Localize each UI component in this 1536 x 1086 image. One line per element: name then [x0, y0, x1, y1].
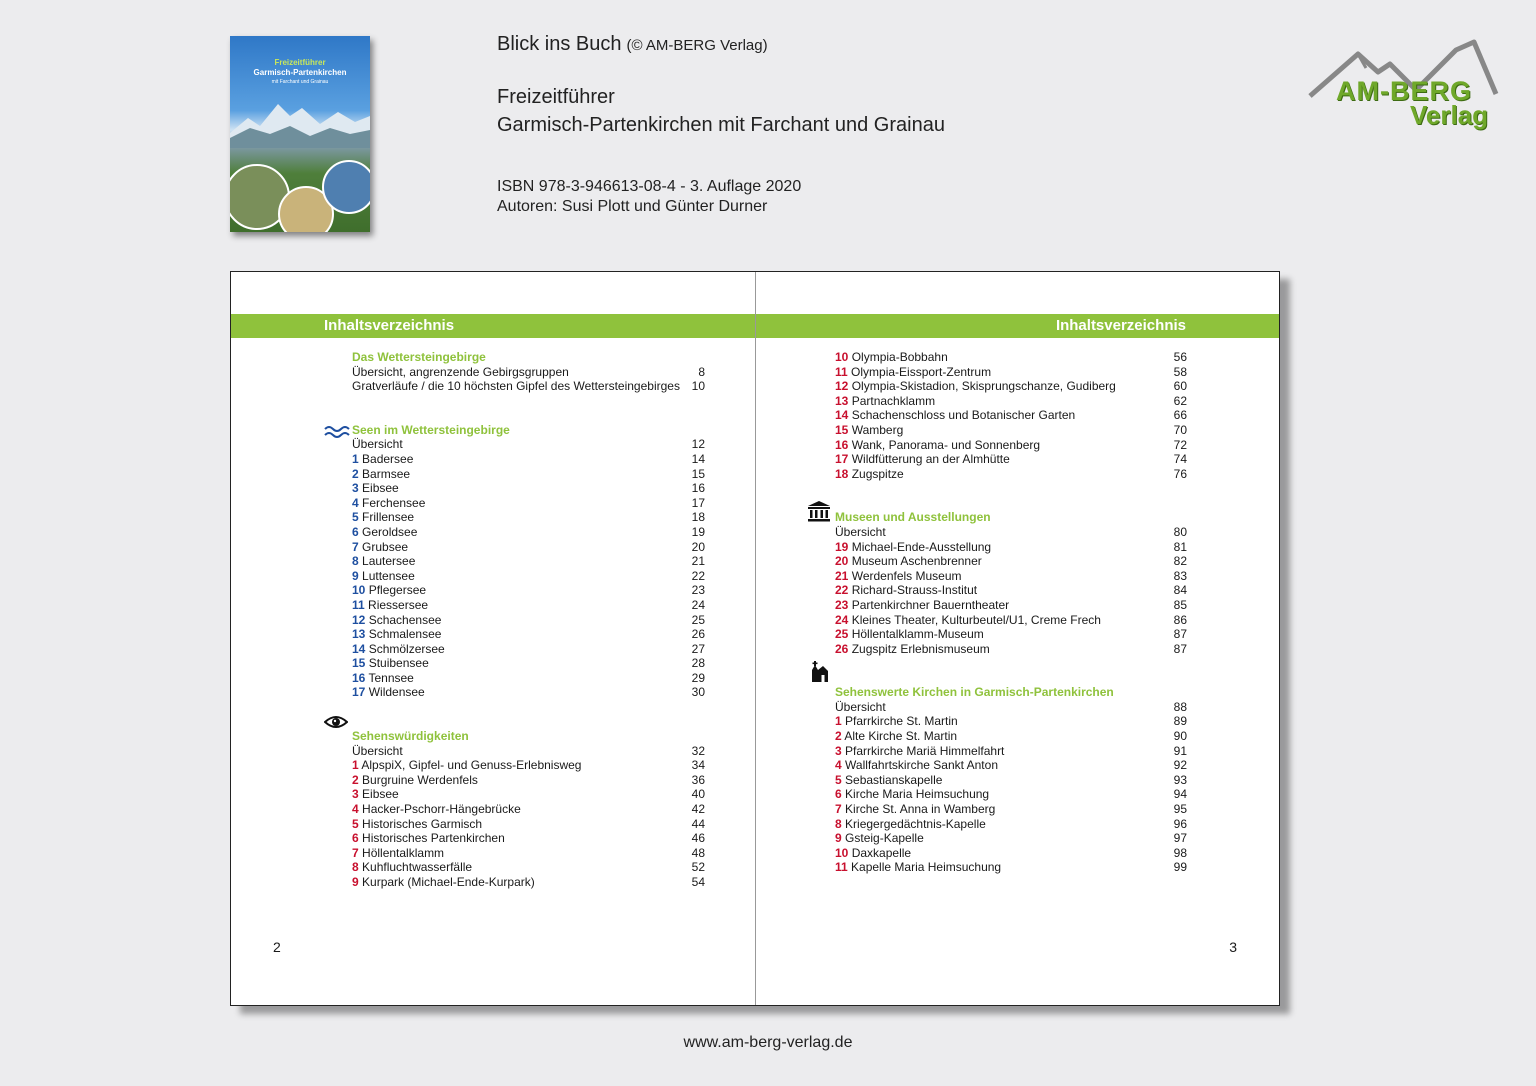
entry-title: Schmölzersee [368, 641, 445, 656]
entry-page-number: 18 [691, 510, 705, 525]
entry-title: Alte Kirche St. Martin [844, 729, 958, 744]
entry-page-number: 29 [691, 670, 705, 685]
toc-entry[interactable] [352, 437, 705, 452]
cover-mountains [230, 98, 370, 148]
entry-page-number: 84 [1173, 583, 1187, 598]
entry-title: Höllentalklamm [362, 845, 445, 860]
entry-number: 11 [835, 860, 848, 875]
toc-entry[interactable] [352, 496, 705, 511]
church-icon [811, 660, 829, 682]
entry-number: 2 [352, 772, 359, 787]
toc-entry[interactable] [835, 846, 1187, 861]
entry-page-number: 93 [1173, 772, 1187, 787]
entry-number: 24 [835, 612, 849, 627]
museum-icon [807, 500, 831, 522]
entry-title: Lautersee [362, 554, 416, 569]
right-page-header-bar [756, 314, 1279, 338]
entry-title: Olympia-Bobbahn [851, 350, 948, 364]
entry-title: Luttensee [362, 568, 415, 583]
entry-number: 13 [835, 393, 849, 408]
entry-number: 21 [835, 568, 849, 583]
waves-icon [324, 424, 350, 438]
toc-entry[interactable] [835, 423, 1187, 438]
entry-title: Museum Aschenbrenner [851, 554, 982, 569]
section-gap [352, 700, 705, 729]
toc-entry[interactable] [352, 802, 705, 817]
entry-page-number: 66 [1173, 408, 1187, 423]
right-page-toc [835, 350, 1187, 875]
entry-title: Historisches Partenkirchen [362, 831, 505, 846]
entry-number: 19 [835, 539, 849, 554]
entry-page-number: 28 [691, 656, 705, 671]
toc-entry[interactable] [835, 394, 1187, 409]
entry-page-number: 62 [1173, 393, 1187, 408]
section-title: Sehenswürdigkeiten [352, 729, 469, 744]
entry-page-number: 46 [691, 831, 705, 846]
toc-entry[interactable] [352, 583, 705, 598]
entry-title: Ferchensee [362, 495, 426, 510]
entry-number: 17 [352, 685, 366, 700]
entry-number: 18 [835, 466, 849, 481]
toc-entry[interactable] [352, 510, 705, 525]
toc-entry[interactable] [352, 817, 705, 832]
entry-page-number: 23 [691, 583, 705, 598]
left-page-toc [352, 350, 705, 890]
entry-page-number: 40 [691, 787, 705, 802]
entry-number: 7 [835, 802, 842, 817]
entry-number: 15 [352, 656, 366, 671]
book-spread [230, 271, 1280, 1006]
entry-title: Partenkirchner Bauerntheater [851, 597, 1010, 612]
toc-entry[interactable] [835, 525, 1187, 540]
toc-entry[interactable] [835, 540, 1187, 555]
toc-entry[interactable] [352, 831, 705, 846]
entry-page-number: 12 [691, 437, 705, 452]
entry-page-number: 10 [691, 379, 705, 394]
toc-entry[interactable] [352, 452, 705, 467]
toc-entry[interactable] [835, 700, 1187, 715]
entry-title: Sebastianskapelle [845, 772, 943, 787]
toc-entry[interactable] [352, 481, 705, 496]
entry-number: 20 [835, 554, 849, 569]
entry-page-number: 86 [1173, 612, 1187, 627]
toc-entry[interactable] [352, 744, 705, 759]
entry-number: 2 [352, 466, 359, 481]
entry-page-number: 30 [691, 685, 705, 700]
entry-page-number: 52 [691, 860, 705, 875]
entry-page-number: 36 [691, 772, 705, 787]
entry-title: Burgruine Werdenfels [362, 772, 478, 787]
entry-number: 26 [835, 641, 849, 656]
right-page-bar-title: Inhaltsverzeichnis [1055, 317, 1186, 334]
toc-entry[interactable] [352, 379, 705, 394]
toc-entry[interactable] [835, 642, 1187, 657]
toc-entry[interactable] [835, 627, 1187, 642]
entry-number: 22 [835, 583, 849, 598]
entry-page-number: 15 [691, 466, 705, 481]
eye-icon [324, 714, 348, 730]
entry-number: 11 [352, 597, 365, 612]
toc-entry[interactable] [835, 554, 1187, 569]
left-page-header-bar [231, 314, 755, 338]
entry-title: Stuibensee [368, 656, 429, 671]
entry-title: Kirche Maria Heimsuchung [845, 787, 990, 802]
section-gap [352, 394, 705, 423]
entry-title: Olympia-Eissport-Zentrum [851, 364, 992, 379]
toc-entry[interactable] [352, 642, 705, 657]
entry-page-number: 17 [691, 495, 705, 510]
entry-page-number: 21 [691, 554, 705, 569]
toc-entry[interactable] [835, 860, 1187, 875]
toc-entry[interactable] [352, 613, 705, 628]
cover-title: Freizeitführer [274, 58, 326, 67]
entry-page-number: 14 [691, 451, 705, 466]
entry-title: Übersicht [835, 699, 886, 714]
toc-entry[interactable] [835, 729, 1187, 744]
toc-entry[interactable] [835, 408, 1187, 423]
entry-page-number: 85 [1173, 597, 1187, 612]
toc-entry[interactable] [835, 787, 1187, 802]
entry-number: 8 [352, 554, 359, 569]
toc-entry[interactable] [835, 714, 1187, 729]
toc-entry[interactable] [835, 598, 1187, 613]
entry-title: Werdenfels Museum [851, 568, 962, 583]
entry-title: Gratverläufe / die 10 höchsten Gipfel des Wettersteingebirges [352, 379, 680, 394]
entry-title: Pflegersee [368, 583, 427, 598]
section-title: Sehenswerte Kirchen in Garmisch-Partenkirchen [835, 685, 1114, 700]
entry-page-number: 87 [1173, 641, 1187, 656]
toc-entry[interactable] [835, 365, 1187, 380]
entry-title: Wallfahrtskirche Sankt Anton [845, 758, 998, 773]
entry-page-number: 34 [691, 758, 705, 773]
entry-page-number: 27 [691, 641, 705, 656]
entry-page-number: 48 [691, 845, 705, 860]
entry-title: Zugspitz Erlebnismuseum [851, 641, 990, 656]
entry-page-number: 70 [1173, 422, 1187, 437]
entry-page-number: 16 [691, 481, 705, 496]
entry-number: 9 [835, 831, 842, 846]
entry-page-number: 72 [1173, 437, 1187, 452]
logo-text-verlag: Verlag [1410, 100, 1489, 130]
toc-entry[interactable] [352, 846, 705, 861]
entry-page-number: 88 [1173, 699, 1187, 714]
toc-entry[interactable] [352, 554, 705, 569]
entry-title: Frillensee [362, 510, 415, 525]
entry-number: 1 [352, 451, 359, 466]
entry-title: Eibsee [362, 481, 399, 496]
section-title: Das Wettersteingebirge [352, 350, 486, 364]
entry-title: Kurpark (Michael-Ende-Kurpark) [362, 875, 535, 889]
entry-number: 13 [352, 627, 366, 642]
section-gap [835, 481, 1187, 510]
entry-number: 10 [835, 845, 849, 860]
authors-line: Autoren: Susi Plott und Günter Durner [497, 198, 768, 215]
entry-page-number: 74 [1173, 452, 1187, 467]
toc-entry[interactable] [352, 860, 705, 875]
toc-entry[interactable] [835, 802, 1187, 817]
entry-title: Gsteig-Kapelle [845, 831, 924, 846]
entry-page-number: 87 [1173, 627, 1187, 642]
entry-number: 1 [352, 758, 359, 773]
entry-title: Kuhfluchtwasserfälle [362, 860, 473, 875]
entry-page-number: 8 [698, 364, 705, 379]
entry-title: Kapelle Maria Heimsuchung [851, 860, 1002, 875]
entry-title: Barmsee [362, 466, 411, 481]
entry-number: 12 [352, 612, 366, 627]
entry-title: Michael-Ende-Ausstellung [851, 539, 992, 554]
entry-number: 16 [352, 670, 366, 685]
book-title-line-1: Freizeitführer [497, 86, 615, 108]
entry-title: Übersicht [835, 524, 886, 539]
entry-title: Partnachklamm [851, 393, 936, 408]
entry-page-number: 58 [1173, 364, 1187, 379]
toc-entry[interactable] [835, 773, 1187, 788]
entry-number: 9 [352, 875, 359, 889]
entry-number: 4 [352, 495, 359, 510]
toc-entry[interactable] [835, 569, 1187, 584]
toc-entry[interactable] [835, 467, 1187, 482]
entry-number: 7 [352, 845, 359, 860]
entry-title: Pfarrkirche Mariä Himmelfahrt [845, 743, 1005, 758]
entry-page-number: 20 [691, 539, 705, 554]
entry-page-number: 99 [1173, 860, 1187, 875]
entry-page-number: 44 [691, 816, 705, 831]
entry-page-number: 24 [691, 597, 705, 612]
entry-page-number: 92 [1173, 758, 1187, 773]
entry-page-number: 98 [1173, 845, 1187, 860]
toc-entry[interactable] [352, 627, 705, 642]
entry-title: Wamberg [851, 422, 904, 437]
toc-entry[interactable] [352, 467, 705, 482]
toc-entry[interactable] [352, 875, 705, 890]
entry-number: 14 [835, 408, 849, 423]
entry-number: 9 [352, 568, 359, 583]
entry-title: Grubsee [362, 539, 409, 554]
cover-subtitle-2: mit Farchant und Grainau [271, 79, 329, 85]
entry-page-number: 80 [1173, 524, 1187, 539]
entry-title: AlpspiX, Gipfel- und Genuss-Erlebnisweg [361, 758, 582, 773]
toc-entry[interactable] [835, 452, 1187, 467]
entry-page-number: 42 [691, 802, 705, 817]
entry-number: 1 [835, 714, 842, 729]
entry-number: 5 [352, 816, 359, 831]
toc-entry[interactable] [835, 350, 1187, 365]
section-title: Museen und Ausstellungen [835, 510, 991, 525]
entry-title: Eibsee [362, 787, 399, 802]
toc-entry[interactable] [352, 685, 705, 700]
toc-entry[interactable] [835, 817, 1187, 832]
entry-number: 6 [352, 831, 359, 846]
entry-number: 8 [835, 816, 842, 831]
toc-entry[interactable] [352, 787, 705, 802]
toc-entry[interactable] [352, 671, 705, 686]
entry-page-number: 97 [1173, 831, 1187, 846]
entry-title: Richard-Strauss-Institut [851, 583, 978, 598]
entry-title: Zugspitze [851, 466, 904, 481]
page-gutter [755, 272, 756, 1005]
entry-title: Schmalensee [368, 627, 442, 642]
entry-page-number: 19 [691, 524, 705, 539]
toc-entry[interactable] [352, 656, 705, 671]
left-page-number: 2 [273, 939, 281, 955]
entry-number: 5 [835, 772, 842, 787]
entry-number: 12 [835, 379, 849, 394]
entry-title: Hacker-Pschorr-Hängebrücke [362, 802, 521, 817]
toc-entry[interactable] [835, 831, 1187, 846]
entry-page-number: 95 [1173, 802, 1187, 817]
toc-entry[interactable] [352, 569, 705, 584]
entry-title: Kirche St. Anna in Wamberg [845, 802, 996, 817]
toc-entry[interactable] [835, 758, 1187, 773]
entry-number: 4 [352, 802, 359, 817]
entry-number: 2 [835, 729, 842, 744]
entry-title: Wildfütterung an der Almhütte [851, 452, 1010, 467]
entry-number: 15 [835, 422, 849, 437]
entry-page-number: 91 [1173, 743, 1187, 758]
entry-page-number: 25 [691, 612, 705, 627]
cover-photo-circle-3 [322, 160, 370, 214]
entry-page-number: 60 [1173, 379, 1187, 394]
entry-number: 7 [352, 539, 359, 554]
toc-entry[interactable] [835, 379, 1187, 394]
toc-entry[interactable] [835, 613, 1187, 628]
entry-page-number: 96 [1173, 816, 1187, 831]
entry-number: 16 [835, 437, 849, 452]
entry-page-number: 26 [691, 627, 705, 642]
entry-title: Übersicht [352, 743, 403, 758]
entry-title: Olympia-Skistadion, Skisprungschanze, Gudiberg [851, 379, 1116, 394]
toc-entry[interactable] [352, 540, 705, 555]
entry-page-number: 56 [1173, 350, 1187, 364]
entry-title: Daxkapelle [851, 845, 912, 860]
entry-title: Pfarrkirche St. Martin [845, 714, 958, 729]
entry-title: Schachensee [368, 612, 442, 627]
publisher-url[interactable]: www.am-berg-verlag.de [683, 1034, 853, 1051]
entry-number: 5 [352, 510, 359, 525]
entry-title: Kriegergedächtnis-Kapelle [845, 816, 986, 831]
entry-page-number: 90 [1173, 729, 1187, 744]
toc-entry[interactable] [352, 525, 705, 540]
entry-number: 10 [352, 583, 366, 598]
entry-title: Riessersee [368, 597, 429, 612]
toc-entry[interactable] [835, 438, 1187, 453]
toc-entry[interactable] [352, 598, 705, 613]
header-title [497, 33, 768, 56]
entry-number: 6 [835, 787, 842, 802]
entry-title: Kleines Theater, Kulturbeutel/U1, Creme Frech [851, 612, 1101, 627]
section-title: Seen im Wettersteingebirge [352, 422, 510, 437]
section-gap [835, 656, 1187, 685]
entry-page-number: 94 [1173, 787, 1187, 802]
header-copyright: (© AM-BERG Verlag) [626, 37, 768, 54]
cover-subtitle: Garmisch-Partenkirchen [253, 68, 347, 77]
entry-number: 23 [835, 597, 849, 612]
entry-title: Wank, Panorama- und Sonnenberg [851, 437, 1041, 452]
logo-text-am-berg: AM-BERG [1336, 76, 1472, 106]
entry-page-number: 22 [691, 568, 705, 583]
entry-number: 25 [835, 627, 849, 642]
entry-number: 3 [352, 481, 359, 496]
entry-number: 3 [835, 743, 842, 758]
right-page-number: 3 [1229, 939, 1237, 955]
toc-entry[interactable] [835, 744, 1187, 759]
entry-title: Wildensee [368, 685, 425, 700]
entry-title: Übersicht [352, 437, 403, 452]
entry-title: Badersee [362, 451, 414, 466]
entry-number: 10 [835, 350, 849, 364]
book-title-line-2: Garmisch-Partenkirchen mit Farchant und Grainau [497, 114, 945, 136]
entry-number: 14 [352, 641, 366, 656]
entry-number: 17 [835, 452, 849, 467]
toc-entry[interactable] [352, 773, 705, 788]
isbn-line: ISBN 978-3-946613-08-4 - 3. Auflage 2020 [497, 178, 802, 195]
entry-number: 3 [352, 787, 359, 802]
entry-title: Geroldsee [362, 524, 418, 539]
entry-title: Übersicht, angrenzende Gebirgsgruppen [352, 364, 569, 379]
entry-page-number: 89 [1173, 714, 1187, 729]
entry-title: Höllentalklamm-Museum [851, 627, 984, 642]
entry-title: Schachenschloss und Botanischer Garten [851, 408, 1076, 423]
left-page-bar-title: Inhaltsverzeichnis [324, 317, 455, 334]
entry-number: 8 [352, 860, 359, 875]
entry-page-number: 82 [1173, 554, 1187, 569]
entry-page-number: 83 [1173, 568, 1187, 583]
entry-title: Tennsee [368, 670, 414, 685]
entry-page-number: 81 [1173, 539, 1187, 554]
entry-page-number: 32 [691, 743, 705, 758]
entry-number: 4 [835, 758, 842, 773]
toc-entry[interactable] [352, 365, 705, 380]
entry-number: 6 [352, 524, 359, 539]
entry-page-number: 54 [691, 875, 705, 889]
header-title-main: Blick ins Buch [497, 33, 622, 55]
entry-title: Historisches Garmisch [362, 816, 483, 831]
toc-entry[interactable] [835, 583, 1187, 598]
entry-page-number: 76 [1173, 466, 1187, 481]
book-cover-image [230, 36, 370, 232]
entry-number: 11 [835, 364, 848, 379]
toc-entry[interactable] [352, 758, 705, 773]
